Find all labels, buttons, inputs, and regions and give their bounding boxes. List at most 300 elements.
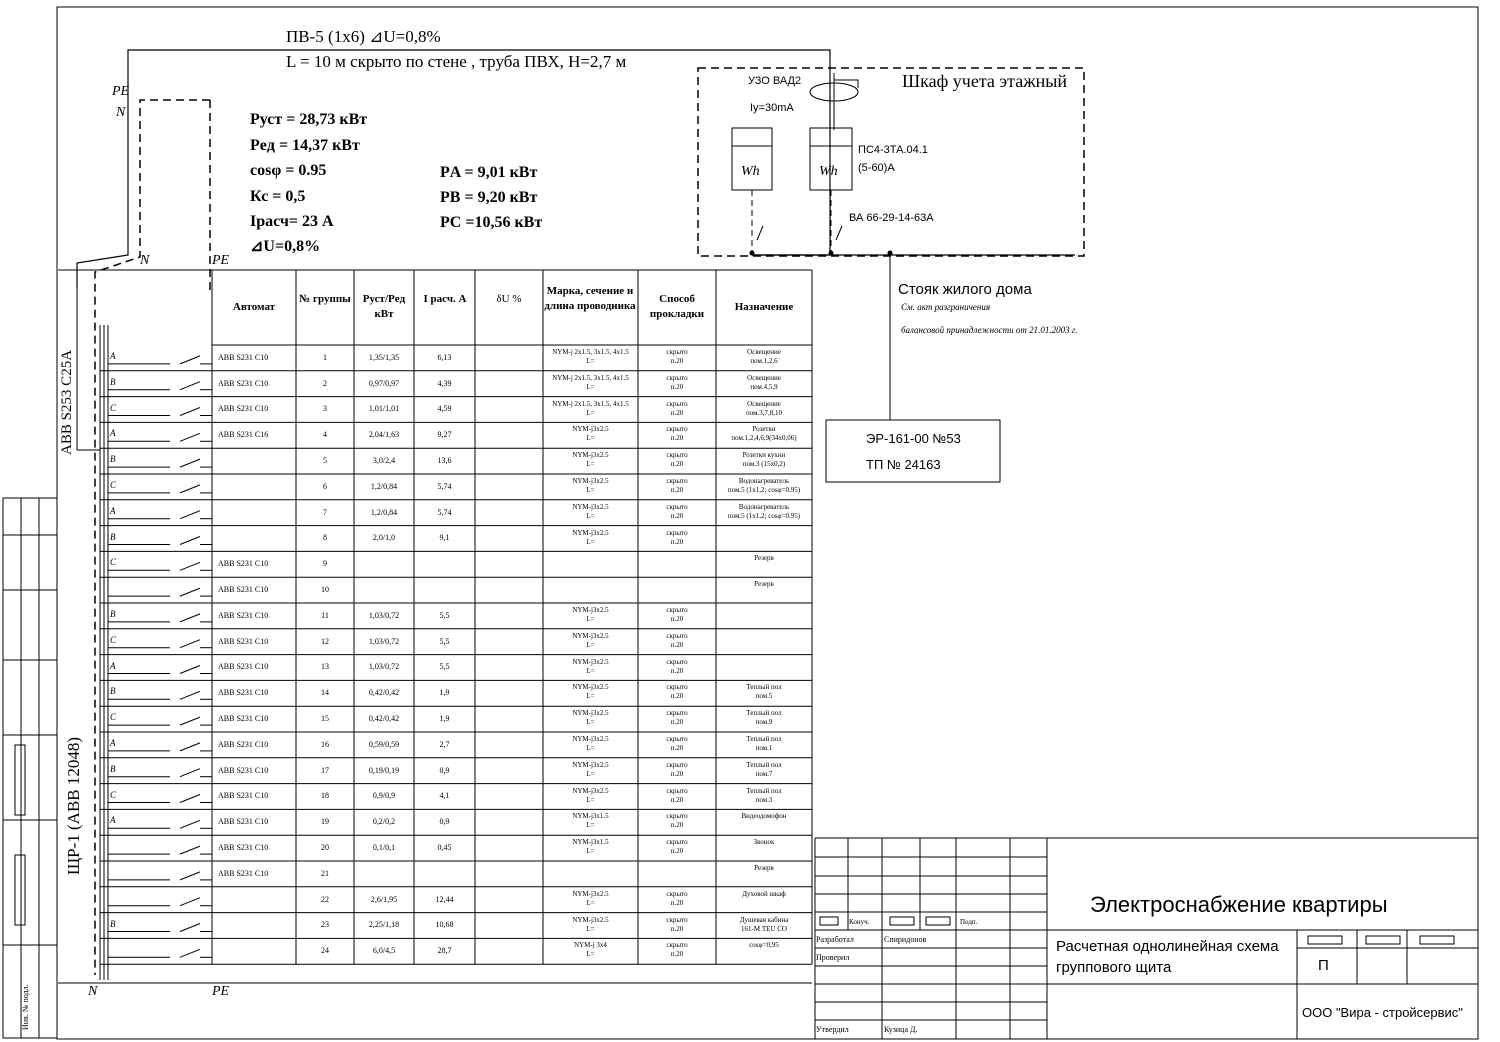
cell-du <box>475 603 543 629</box>
cell-cable <box>543 916 638 939</box>
cell-purpose-line1: Розетки кухни <box>742 451 786 460</box>
cell-du <box>475 345 543 371</box>
cell-breaker: ABB S231 C10 <box>218 739 269 749</box>
cell-method-line1: скрыто <box>666 786 688 795</box>
breaker-contact <box>180 743 200 751</box>
cell-method <box>638 554 716 577</box>
load-p-calc: Рeд = 14,37 кВт <box>250 137 360 154</box>
cell-power: 1,35/1,35 <box>368 352 400 362</box>
riser-note-2: балансовой принадлежности от 21.01.2003 г. <box>901 325 1078 335</box>
cell-cable <box>543 812 638 835</box>
cell-purpose-line1: Звонок <box>753 838 775 847</box>
cell-cable <box>543 658 638 681</box>
cell-power: 0,59/0,59 <box>368 739 400 749</box>
cell-purpose-line1: Теплый пол <box>746 760 782 769</box>
cell-current <box>414 577 475 603</box>
main-breaker-label: ABB S253 C25A <box>59 349 75 455</box>
header-breaker: Автомат <box>232 301 276 313</box>
cell-method-line1: скрыто <box>666 373 688 382</box>
cell-method-line2: п.20 <box>670 615 684 623</box>
pe-label-top: PE <box>112 84 130 99</box>
phase-label: A <box>110 660 116 671</box>
cell-du <box>475 474 543 500</box>
cell-cable-line2: L= <box>586 537 595 546</box>
cell-method <box>638 477 716 500</box>
meter-2-label: Wh <box>819 164 838 179</box>
cell-purpose-line1: Розетки <box>752 425 776 434</box>
cell-method-line2: п.20 <box>670 640 684 649</box>
cell-method-line2: п.20 <box>670 718 684 727</box>
cell-cable-line1: NYM-j 2х1.5, 3х1.5, 4х1.5 <box>552 373 629 382</box>
cell-cable <box>543 477 638 500</box>
phase-b-load: РB = 9,20 кВт <box>440 189 538 206</box>
breaker-contact <box>180 562 200 570</box>
cell-du <box>475 809 543 835</box>
meter-model-label: ПС4-3ТА.04.1 <box>858 144 928 156</box>
cell-breaker: ABB S231 C10 <box>218 636 269 646</box>
cell-group: 3 <box>323 404 327 414</box>
cell-current: 10,68 <box>435 920 454 930</box>
cell-method-line2: п.20 <box>670 692 684 701</box>
stamp-role-approved: Утвердил <box>816 1025 849 1034</box>
cell-method-line2: п.20 <box>670 950 684 959</box>
cell-current: 5,5 <box>439 662 450 672</box>
cell-cable-line1: NYM-j 2х1.5, 3х1.5, 4х1.5 <box>552 399 629 408</box>
cell-power <box>354 551 414 577</box>
breaker-contact <box>180 795 200 803</box>
cell-du <box>475 680 543 706</box>
breaker-contact <box>180 614 200 622</box>
cell-method-line1: скрыто <box>666 631 688 640</box>
cell-group: 20 <box>321 843 329 853</box>
cell-du <box>475 913 543 939</box>
breaker-contact <box>180 898 200 906</box>
cell-purpose-line1: Теплый пол <box>746 735 782 743</box>
cell-purpose <box>716 735 812 758</box>
cell-cable-line2: L= <box>586 898 595 907</box>
cell-purpose-line2: пом.1,2,4,6,9(34х0,06) <box>731 434 797 443</box>
cell-du <box>475 397 543 423</box>
cell-purpose-line1: Освещение <box>747 399 781 408</box>
breaker-contact <box>180 666 200 674</box>
cell-purpose <box>716 503 812 526</box>
cell-current: 0,9 <box>439 817 450 827</box>
cell-cable-line2: L= <box>586 434 595 443</box>
cell-cable <box>543 735 638 758</box>
cell-du <box>475 732 543 758</box>
cell-du <box>475 371 543 397</box>
cell-method-line2: п.20 <box>670 382 684 391</box>
cell-breaker: ABB S231 C10 <box>218 714 269 724</box>
cell-method-line2: п.20 <box>670 511 684 520</box>
cell-power: 0,19/0,19 <box>368 765 400 775</box>
cell-current: 9,27 <box>437 430 452 440</box>
cell-du <box>475 577 543 603</box>
cell-cable-line1: NYM-j3х1.5 <box>572 812 609 821</box>
cell-current: 1,9 <box>439 688 450 698</box>
cell-du <box>475 551 543 577</box>
cell-cable-line2: L= <box>586 408 595 417</box>
cell-method <box>638 400 716 423</box>
cell-current: 4,59 <box>437 404 452 414</box>
stamp-konstr: Конуч. <box>849 918 870 926</box>
cell-purpose-line2: пом.5 (1х1,2; cosφ=0.95) <box>727 486 801 494</box>
cell-du <box>475 422 543 448</box>
cell-breaker <box>212 448 296 474</box>
cell-current <box>414 861 475 887</box>
header-group: № группы <box>299 293 351 305</box>
cell-cable-line2: L= <box>586 460 595 469</box>
feeder-cable-label: ПВ-5 (1х6) ⊿U=0,8% <box>286 27 441 46</box>
cell-group: 14 <box>321 688 329 698</box>
cell-method <box>638 425 716 448</box>
stamp-stage: П <box>1318 957 1329 974</box>
cell-purpose-line1: Освещение <box>747 348 781 356</box>
cell-group: 16 <box>321 739 329 749</box>
cell-group: 9 <box>323 559 327 569</box>
meter-range-label: (5-60)А <box>858 162 895 174</box>
cell-cable-line1: NYM-j3х2.5 <box>572 786 609 795</box>
cell-group: 22 <box>321 894 329 904</box>
breaker-contact <box>180 433 200 441</box>
cell-group: 12 <box>321 636 329 646</box>
phase-label: A <box>110 350 116 361</box>
cell-power: 0,42/0,42 <box>368 714 400 724</box>
cell-method-line1: скрыто <box>666 760 688 769</box>
cell-group: 15 <box>321 714 329 724</box>
cell-cable <box>543 761 638 784</box>
cell-current: 2,7 <box>439 739 450 749</box>
cell-method <box>638 735 716 758</box>
cell-group: 21 <box>321 868 329 878</box>
cell-cable-line2: L= <box>586 718 595 727</box>
load-du: ⊿U=0,8% <box>250 238 321 255</box>
cell-method <box>638 683 716 706</box>
cell-breaker: ABB S231 C10 <box>218 662 269 672</box>
breaker-contact <box>180 511 200 519</box>
cell-cable-line2: L= <box>586 615 595 623</box>
breaker-contact <box>180 924 200 932</box>
cell-cable <box>543 529 638 552</box>
cell-method <box>638 529 716 552</box>
cell-purpose-line1: Теплый пол <box>746 709 782 718</box>
cell-purpose-line2: пом.5 <box>755 692 773 701</box>
phase-label: C <box>110 789 117 800</box>
phase-label: B <box>110 608 116 619</box>
cell-power: 1,2/0,84 <box>370 507 398 517</box>
cell-breaker: ABB S231 C10 <box>218 585 269 595</box>
cell-breaker: ABB S231 C10 <box>218 817 269 827</box>
cell-purpose-line1: Резерв <box>754 864 774 872</box>
phase-label: C <box>110 479 117 490</box>
cell-power: 6,0/4,5 <box>372 946 396 956</box>
breaker-contact <box>180 356 200 364</box>
cell-group: 1 <box>323 352 327 362</box>
stamp-company: ООО "Вира - стройсервис" <box>1302 1005 1463 1020</box>
n-label-mid: N <box>140 253 150 268</box>
cell-method <box>638 916 716 939</box>
phase-label: B <box>110 686 116 697</box>
cell-method <box>638 580 716 603</box>
rcd-current-label: Iу=30mA <box>750 102 794 114</box>
cell-cable-line2: L= <box>586 486 595 494</box>
cell-method-line1: скрыто <box>666 838 688 847</box>
cell-purpose-line2: пом.4,5,9 <box>750 382 778 391</box>
cell-power: 1,01/1,01 <box>368 404 400 414</box>
cell-power: 1,2/0,84 <box>370 481 398 491</box>
cell-method-line1: скрыто <box>666 528 688 537</box>
breaker-contact <box>180 820 200 828</box>
breaker-contact <box>180 846 200 854</box>
cell-power: 2,0/1,0 <box>372 533 396 543</box>
cell-cable <box>543 787 638 810</box>
cell-purpose-line2: пом.1 <box>755 744 773 752</box>
cell-group: 8 <box>323 533 327 543</box>
cell-method-line2: п.20 <box>670 821 684 830</box>
cell-method-line2: п.20 <box>670 460 684 469</box>
cell-cable-line2: L= <box>586 769 595 778</box>
cell-method-line1: скрыто <box>666 451 688 460</box>
phase-label: C <box>110 402 117 413</box>
cell-cable-line1: NYM-j3х2.5 <box>572 425 609 434</box>
cell-power: 0,9/0,9 <box>372 791 396 801</box>
phase-c-load: РC =10,56 кВт <box>440 214 543 231</box>
cell-du <box>475 706 543 732</box>
cell-cable-line1: NYM-j3х2.5 <box>572 631 609 640</box>
cell-cable <box>543 838 638 861</box>
cell-power: 1,03/0,72 <box>368 662 400 672</box>
cell-method-line2: п.20 <box>670 898 684 907</box>
riser-note-1: См. акт разграничения <box>901 302 991 312</box>
load-cosphi: cosφ = 0.95 <box>250 162 327 179</box>
cell-cable <box>543 941 638 964</box>
cell-purpose-line1: Водонагреватель <box>738 502 790 511</box>
cell-du <box>475 938 543 964</box>
cell-purpose-line2: пом.3 (15х0,2) <box>742 460 786 469</box>
cell-purpose <box>716 374 812 397</box>
cell-method-line1: скрыто <box>666 399 688 408</box>
cell-purpose-line2: пом.9 <box>755 718 773 727</box>
cell-purpose-line1: Теплый пол <box>746 786 782 795</box>
cell-current: 4,1 <box>439 791 450 801</box>
cell-purpose-line2: пом.3,7,8,10 <box>745 408 783 417</box>
breaker-contact <box>180 537 200 545</box>
cell-power: 2,25/1,18 <box>368 920 400 930</box>
cell-purpose <box>716 890 812 913</box>
cell-cable <box>543 890 638 913</box>
cell-cable-line1: NYM-j3х2.5 <box>572 709 609 718</box>
breaker-contact <box>180 872 200 880</box>
stamp-subtitle: Расчетная однолинейная схема группового щита <box>1056 938 1279 976</box>
cell-method <box>638 890 716 913</box>
cell-method-line2: п.20 <box>670 666 684 675</box>
cell-current: 5,5 <box>439 610 450 620</box>
cell-cable <box>543 425 638 448</box>
stamp-name-developed: Спиридонов <box>884 935 927 944</box>
cell-cable-line2: L= <box>586 357 595 365</box>
cell-method-line2: п.20 <box>670 357 684 365</box>
phase-label: A <box>110 505 116 516</box>
load-p-installed: Руст = 28,73 кВт <box>250 111 368 128</box>
cell-current: 5,74 <box>437 507 452 517</box>
cell-purpose <box>716 580 812 603</box>
cell-purpose <box>716 787 812 810</box>
cell-cable-line2: L= <box>586 821 595 830</box>
breaker-contact <box>180 588 200 596</box>
cell-cable-line2: L= <box>586 924 595 933</box>
cell-power: 2,04/1,63 <box>368 430 400 440</box>
cell-cable <box>543 400 638 423</box>
cell-breaker: ABB S231 C10 <box>218 868 269 878</box>
cell-current: 0,9 <box>439 765 450 775</box>
cell-cable <box>543 348 638 371</box>
cell-method-line1: скрыто <box>666 477 688 485</box>
load-kc: Кс = 0,5 <box>250 188 306 205</box>
cell-du <box>475 758 543 784</box>
riser-title: Стояк жилого дома <box>898 281 1032 298</box>
cell-cable-line2: L= <box>586 666 595 675</box>
cell-cable-line2: L= <box>586 511 595 520</box>
cell-breaker: ABB S231 C10 <box>218 352 269 362</box>
panel-label: ЩР-1 (ABB 12048) <box>64 736 83 875</box>
cell-current: 9,1 <box>439 533 450 543</box>
cell-cable-line1: NYM-j3х2.5 <box>572 606 609 614</box>
cell-purpose-line1: Душевая кабина <box>739 915 789 924</box>
cell-cable <box>543 606 638 629</box>
cell-du <box>475 861 543 887</box>
cell-group: 13 <box>321 662 329 672</box>
header-current: I расч. А <box>423 293 467 305</box>
cell-current: 13,6 <box>437 456 452 466</box>
stamp-podp: Подп. <box>960 918 978 926</box>
cell-method <box>638 709 716 732</box>
cell-power: 0,2/0,2 <box>372 817 396 827</box>
cell-purpose <box>716 632 812 655</box>
cell-cable <box>543 580 638 603</box>
cell-group: 4 <box>323 430 327 440</box>
cell-cable-line1: NYM-j3х2.5 <box>572 451 609 460</box>
cabinet-title: Шкаф учета этажный <box>902 71 1067 91</box>
cell-power: 2,6/1,95 <box>370 894 398 904</box>
cell-power: 3,0/2,4 <box>372 456 396 466</box>
cell-method-line2: п.20 <box>670 795 684 804</box>
cell-method <box>638 632 716 655</box>
cell-breaker <box>212 474 296 500</box>
cell-cable-line2: L= <box>586 950 595 959</box>
cell-method-line1: скрыто <box>666 735 688 743</box>
cell-current: 1,9 <box>439 714 450 724</box>
cell-breaker: ABB S231 C10 <box>218 404 269 414</box>
cell-method <box>638 503 716 526</box>
header-power: Руст/Рeд кВт <box>362 293 406 320</box>
cell-breaker <box>212 500 296 526</box>
cell-method-line1: скрыто <box>666 683 688 692</box>
cell-power: 1,03/0,72 <box>368 636 400 646</box>
cell-method-line2: п.20 <box>670 486 684 494</box>
cell-purpose-line1: Видеодомофон <box>741 812 787 821</box>
cell-breaker: ABB S231 C10 <box>218 610 269 620</box>
phase-label: A <box>110 815 116 826</box>
breaker-contact <box>180 949 200 957</box>
cell-purpose <box>716 761 812 784</box>
cell-method-line1: скрыто <box>666 941 688 950</box>
header-cable: Марка, сечение и длина проводника <box>544 285 636 312</box>
cell-cable-line1: NYM-j3х2.5 <box>572 502 609 511</box>
cell-current: 12,44 <box>435 894 454 904</box>
cell-breaker: ABB S231 C10 <box>218 378 269 388</box>
cell-group: 11 <box>321 610 329 620</box>
cell-cable-line1: NYM-j3х2.5 <box>572 528 609 537</box>
meter-1-label: Wh <box>741 164 760 179</box>
cell-cable <box>543 709 638 732</box>
phase-a-load: РA = 9,01 кВт <box>440 164 538 181</box>
cell-method-line1: скрыто <box>666 502 688 511</box>
pe-label-bottom: PE <box>212 984 230 999</box>
rcd-label: УЗО ВАД2 <box>748 75 802 87</box>
cell-purpose <box>716 864 812 887</box>
cell-power <box>354 577 414 603</box>
cell-purpose-line2: пом.3 <box>755 795 773 804</box>
cell-method-line1: скрыто <box>666 425 688 434</box>
cell-breaker <box>212 938 296 964</box>
header-purpose: Назначение <box>734 301 794 313</box>
cell-power: 1,03/0,72 <box>368 610 400 620</box>
cell-cable-line2: L= <box>586 640 595 649</box>
cell-method-line1: скрыто <box>666 915 688 924</box>
cell-breaker: ABB S231 C10 <box>218 843 269 853</box>
cell-breaker: ABB S231 C16 <box>218 430 269 440</box>
cell-power <box>354 861 414 887</box>
cell-purpose <box>716 425 812 448</box>
cell-cable-line1: NYM-j3х2.5 <box>572 760 609 769</box>
cell-purpose-line2: пом.7 <box>755 769 773 778</box>
cell-breaker <box>212 913 296 939</box>
cell-purpose <box>716 941 812 964</box>
stamp-role-checked: Проверил <box>816 953 850 962</box>
cell-purpose <box>716 709 812 732</box>
cell-purpose <box>716 554 812 577</box>
phase-label: B <box>110 531 116 542</box>
cell-method-line2: п.20 <box>670 408 684 417</box>
cell-method-line2: п.20 <box>670 924 684 933</box>
cell-breaker: ABB S231 C10 <box>218 688 269 698</box>
cell-group: 2 <box>323 378 327 388</box>
cell-method <box>638 348 716 371</box>
cell-purpose-line1: Освещение <box>747 373 781 382</box>
cell-purpose-line2: 161-М ТЕU СО <box>741 924 787 933</box>
cell-cable-line2: L= <box>586 795 595 804</box>
cell-purpose <box>716 916 812 939</box>
cell-cable-line1: NYM-j 3х4 <box>574 941 607 950</box>
phase-label: A <box>110 737 116 748</box>
cell-method <box>638 451 716 474</box>
cell-group: 18 <box>321 791 329 801</box>
cell-method-line2: п.20 <box>670 537 684 546</box>
cell-purpose-line1: Резерв <box>754 580 774 589</box>
cell-method-line2: п.20 <box>670 847 684 856</box>
cell-purpose-line1: Духовой шкаф <box>742 889 786 898</box>
cell-group: 24 <box>321 946 329 956</box>
cell-purpose-line1: Теплый пол <box>746 683 782 692</box>
cell-purpose-line1: Резерв <box>754 554 774 563</box>
phase-label: B <box>110 454 116 465</box>
cell-cable-line1: NYM-j3х2.5 <box>572 735 609 743</box>
cell-cable <box>543 632 638 655</box>
cell-purpose-line2: пом.5 (1х1,2; cosφ=0.95) <box>727 511 801 520</box>
cell-method-line1: скрыто <box>666 709 688 718</box>
cell-method-line1: скрыто <box>666 657 688 666</box>
stamp-role-developed: Разработал <box>816 935 854 944</box>
